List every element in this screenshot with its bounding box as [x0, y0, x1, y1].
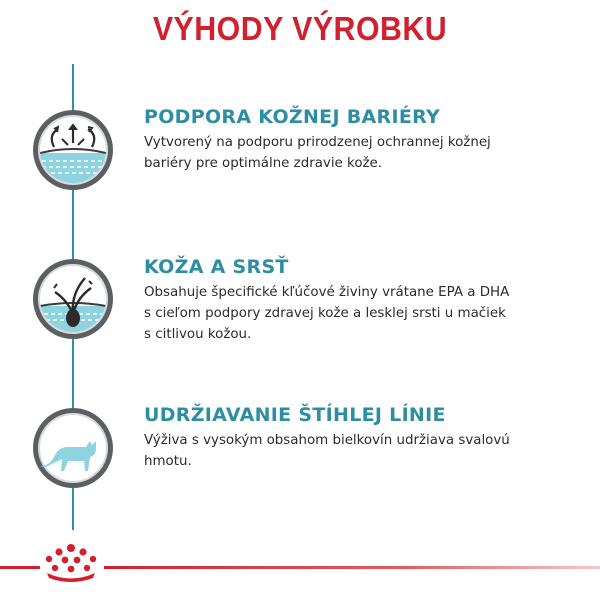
skin-and-coat-icon — [32, 258, 114, 340]
benefit-text: Obsahuje špecifické kľúčové živiny vrátane EPA a DHA s cieľom podpory zdravej kože a lesklej srsti u mačiek s citlivou kožou. — [144, 285, 510, 342]
footer-line-left — [0, 566, 40, 569]
benefit-text: Výživa s vysokým obsahom bielkovín udržiava svalovú hmotu. — [144, 433, 510, 469]
benefit-text: Vytvorený na podporu prirodzenej ochrannej kožnej bariéry pre optimálne zdravie kože. — [144, 135, 491, 171]
skin-barrier-icon — [32, 109, 114, 191]
benefit-heading: KOŽA A SRSŤ — [144, 256, 289, 278]
footer-line-right — [104, 566, 600, 569]
page-title: VÝHODY VÝROBKU — [152, 10, 448, 47]
slim-cat-icon — [32, 407, 114, 489]
benefit-heading: UDRŽIAVANIE ŠTÍHLEJ LÍNIE — [144, 404, 446, 426]
royal-canin-crown-logo — [38, 540, 104, 584]
benefit-heading: PODPORA KOŽNEJ BARIÉRY — [144, 106, 441, 128]
